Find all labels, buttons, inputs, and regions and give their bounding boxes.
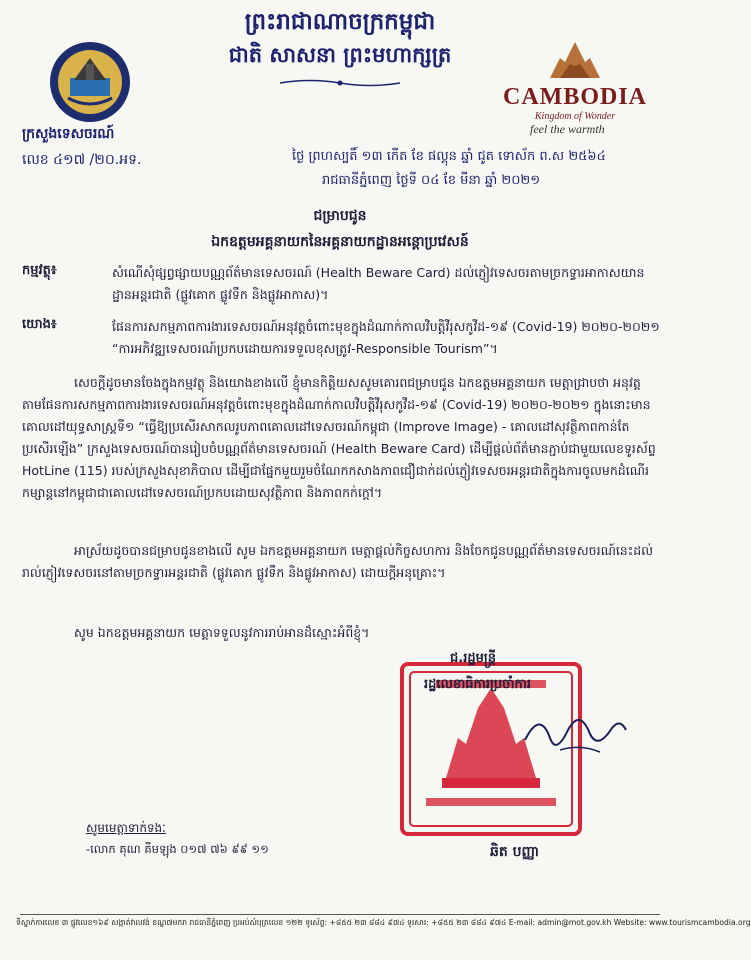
signatory-title: ជ.រដ្ឋមន្ត្រី bbox=[450, 651, 496, 666]
brand-tagline: Kingdom of Wonder bbox=[534, 111, 616, 122]
reference-label: យោង៖ bbox=[22, 317, 57, 332]
closing-paragraph: សូម ឯកឧត្តមអគ្គនាយក មេត្តាទទួលនូវការរាប់អានដ៏ស្មោះអំពីខ្ញុំ។ bbox=[74, 625, 370, 640]
header-ornament bbox=[280, 78, 400, 88]
signatory-organization: រដ្ឋលេខាធិការប្រចាំការ bbox=[424, 677, 532, 692]
subject-text: សំណើសុំផ្សព្វផ្សាយបណ្ណព័ត៌មានទេសចរណ៍ (Health Beware Card) ដល់ភ្ញៀវទេសចរតាមច្រកទ្វារអាកាសយានដ្ឋានអន្តរជាតិ (ផ្លូវគោក ផ្លូវទឹក និងផ្លូវអាកាស)។ bbox=[112, 265, 645, 302]
recipient-title: ឯកឧត្តមអគ្គនាយកនៃអគ្គនាយកដ្ឋានអន្តោប្រវេសន៍ bbox=[211, 234, 469, 250]
motto-header: ជាតិ សាសនា ព្រះមហាក្សត្រ bbox=[228, 43, 452, 67]
body-paragraph-1: សេចក្តីដូចមានចែងក្នុងកម្មវត្ថុ និងយោងខាងលើ ខ្ញុំមានកិត្តិយសសូមគោរពជម្រាបជូន ឯកឧត្តមអគ្គនាយក មេត្តាជ្រាបថា អនុវត្តតាមផែនការសកម្មភាពការងារទេសចរណ៍អនុវត្តចំពោះមុខក្នុងដំណាក់កាលវិបត្តិវីរុសកូវីដ-១៩ (Covid-19) ២០២០-២០២១ ក្នុងនោះមានគោលដៅយុទ្ធសាស្ត្រទី១ “ធ្វើឱ្យប្រសើរសាកលរូបភាពគោលដៅទេសចរណ៍កម្ពុជា (Improve Image) - គោលដៅសុវត្ថិភាពកាន់តែប្រសើរឡើង” ក្រសួងទេសចរណ៍បានរៀបចំបណ្ណព័ត៌មានទេសចរណ៍ (Health Beware Card) ដើម្បីផ្តល់ព័ត៌មានភ្ជាប់ជាមួយលេខទូរស័ព្ទ HotLine (115) របស់ក្រសួងសុខាភិបាល ដើម្បីជាផ្នែកមួយរួមចំណែកកសាងភាពជឿជាក់ដល់ភ្ញៀវទេសចរអន្តរជាតិក្នុងការចូលមកដំណើរកម្សាន្តនៅកម្ពុជាជាគោលដៅទេសចរណ៍ប្រកបដោយសុវត្ថិភាព និងភាពកក់ក្តៅ។ bbox=[22, 375, 656, 500]
signatory-name: ឆិត បញ្ញា bbox=[490, 844, 540, 860]
contact-label: សូមមេត្តាទាក់ទងៈ bbox=[86, 821, 166, 835]
footer-divider bbox=[20, 914, 660, 915]
kingdom-header: ព្រះរាជាណាចក្រកម្ពុជា bbox=[244, 9, 436, 35]
ministry-name: ក្រសួងទេសចរណ៍ bbox=[22, 126, 115, 142]
brand-name: CAMBODIA bbox=[503, 84, 647, 110]
subject-label: កម្មវត្ថុ៖ bbox=[22, 263, 57, 278]
reference-text: ផែនការសកម្មភាពការងារទេសចរណ៍អនុវត្តចំពោះមុខក្នុងដំណាក់កាលវិបត្តិវីរុសកូវីដ-១៩ (Covid-19) ២០២០-២០២១ “ការអភិវឌ្ឍទេសចរណ៍ប្រកបដោយការទទួលខុសត្រូវ-Responsible Tourism”។ bbox=[112, 319, 660, 356]
handwritten-signature bbox=[520, 700, 630, 770]
salutation: ជម្រាបជូន bbox=[313, 208, 367, 224]
lunar-date: ថ្ងៃ ព្រហស្បតិ៍ ១៣ កើត ខែ ផល្គុន ឆ្នាំ ជូត ទោស័ក ព.ស ២៥៦៤ bbox=[292, 149, 606, 164]
body-paragraph-2: អាស្រ័យដូចបានជម្រាបជូនខាងលើ សូម ឯកឧត្តមអគ្គនាយក មេត្តាផ្តល់កិច្ចសហការ និងចែកជូនបណ្ណព័ត៌មានទេសចរណ៍នេះដល់រាល់ភ្ញៀវទេសចរនៅតាមច្រកទ្វារអន្តរជាតិ (ផ្លូវគោក ផ្លូវទឹក និងផ្លូវអាកាស) ដោយក្តីអនុគ្រោះ។ bbox=[22, 543, 654, 580]
angkor-silhouette-icon bbox=[490, 40, 660, 80]
contact-person: -លោក គុណ គីមឡុង ០១៧ ៧៦ ៩៩ ១១ bbox=[86, 842, 269, 856]
reference-number: លេខ ៤១៧ /២០.អទ. bbox=[22, 152, 142, 168]
brand-slogan: feel the warmth bbox=[530, 122, 605, 136]
solar-date: រាជធានីភ្នំពេញ ថ្ងៃទី ០៤ ខែ មីនា ឆ្នាំ ២០២១ bbox=[322, 173, 541, 188]
footer-address: ទីស្នាក់ការលេខ ៣ ផ្លូវលេខ១៦៩ សង្កាត់វាលវង់ ខណ្ឌ៧មករា រាជធានីភ្នំពេញ ប្រអប់សំបុត្រលេខ ១២២ ទូរស័ព្ទ: +៨៥៥ ២៣ ៨៨៤ ៩៧៤ ទូរសារ: +៨៥៥ ២៣ ៨៨៤ ៩៧៤ E-mail: admin@mot.gov.kh Website: www.tourismcambodia.org bbox=[16, 918, 751, 927]
cambodia-brand-logo bbox=[490, 40, 660, 134]
